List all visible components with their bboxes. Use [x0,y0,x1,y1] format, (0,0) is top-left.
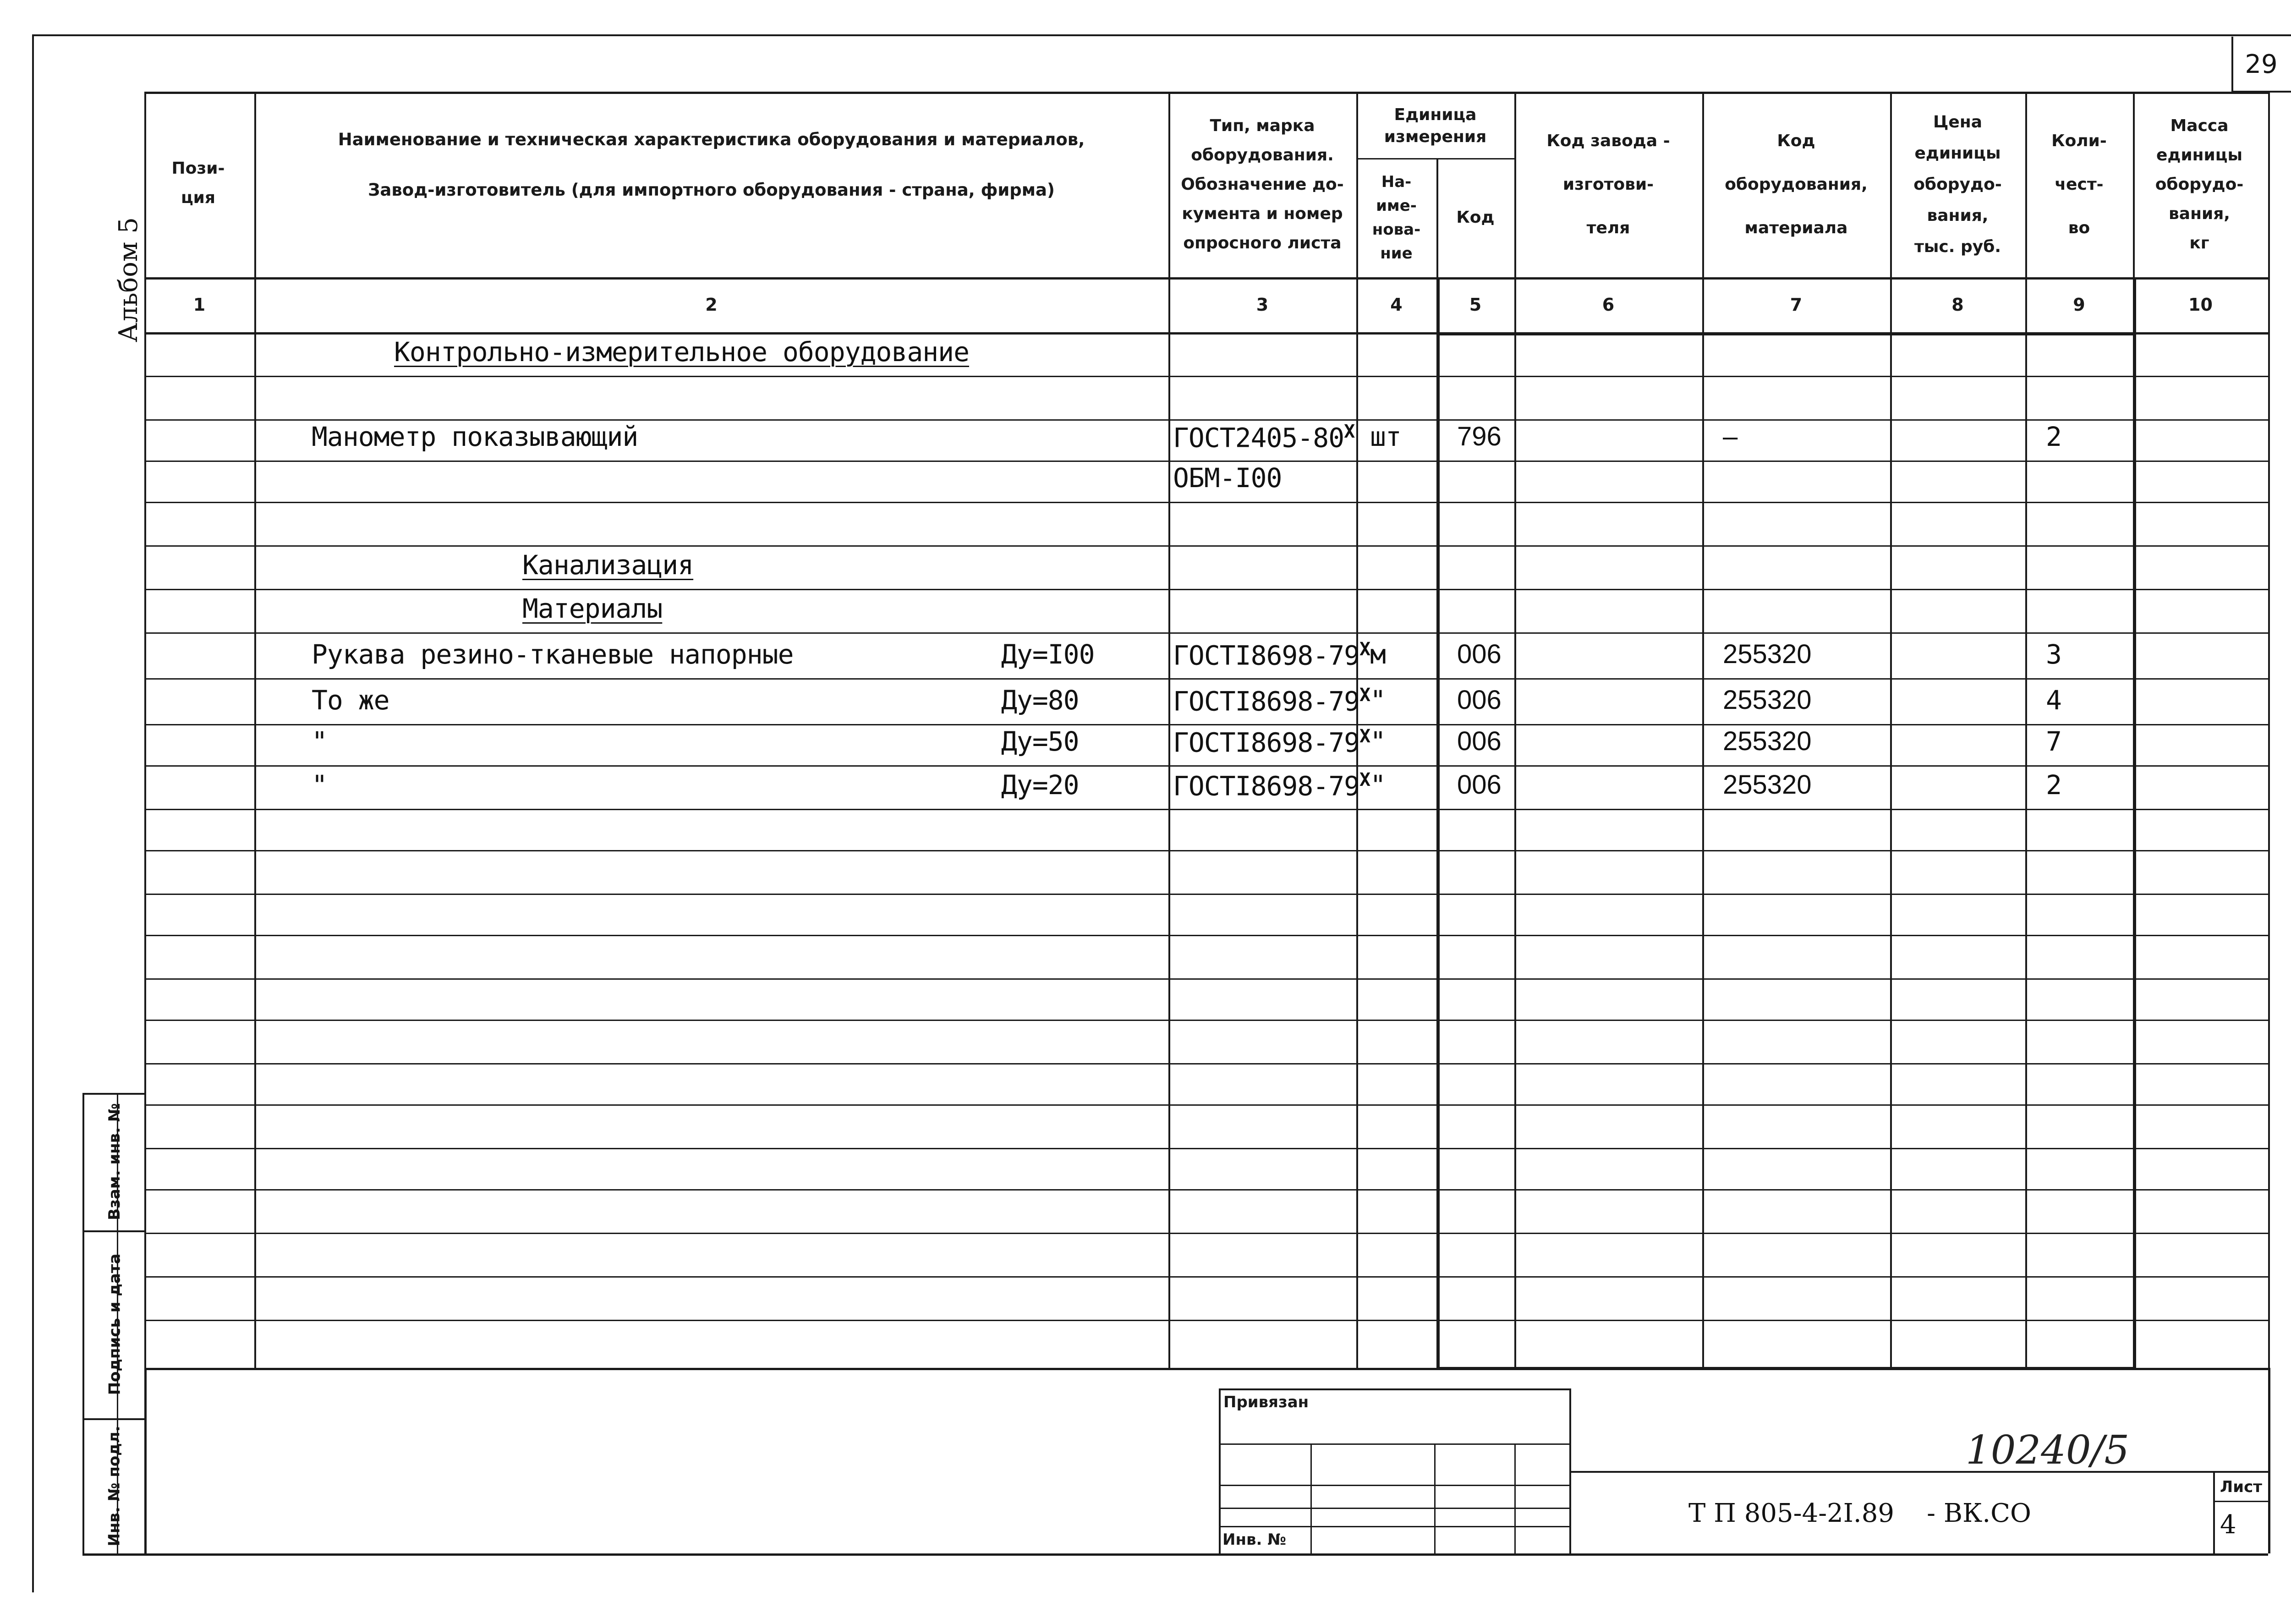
unit-name: шт [1370,421,1401,452]
row-line [144,850,2268,851]
row-line [144,502,2268,503]
equipment-code: – [1723,422,1738,451]
row-line [144,419,2268,421]
superscript-mark: Х [1359,685,1370,706]
row-line [144,545,2268,547]
header-col-3: Тип, марка оборудования. Обозначение до- кумента и номер опросного листа [1181,116,1344,252]
row-line [144,1104,2268,1106]
superscript-mark: Х [1344,421,1355,442]
unit-code: 006 [1457,726,1502,756]
handwritten-number: 10240/5 [1966,1427,2130,1473]
title-block-top [1219,1388,1569,1390]
stamp-vzam-inv: Взам. инв. № [105,1103,124,1220]
title-block-column [1434,1443,1436,1553]
quantity: 4 [2046,685,2061,716]
item-type: ОБМ-I00 [1173,462,1282,494]
item-type: $ГОСТI8698-79^Х$ [1173,639,1370,671]
title-block-row [1219,1443,1569,1445]
item-name: Рукава резино-тканевые напорные [312,639,794,670]
row-line [144,765,2268,767]
row-line [144,978,2268,980]
sheet-number: 4 [2220,1510,2236,1540]
header-col-6: Код завода - изготови- теля [1546,132,1670,237]
row-line [144,632,2268,634]
row-line [144,724,2268,725]
item-name: Манометр показывающий [312,421,638,452]
header-unit-group: Единица измерения [1384,105,1487,146]
item-name: " [312,726,327,757]
section-heading: Контрольно-измерительное оборудование [394,336,970,368]
superscript-mark: Х [1359,769,1370,790]
row-line [144,376,2268,377]
header-col-1: Пози- ция [171,159,225,207]
row-line [144,1320,2268,1321]
unit-group-divider [1356,158,1514,159]
section-heading: Канализация [522,549,694,581]
column-number-8: 8 [1951,295,1964,315]
item-size: Ду=I00 [1001,639,1095,670]
item-name: То же [312,685,389,716]
row-line [144,1020,2268,1021]
row-line [144,1148,2268,1149]
item-size: Ду=50 [1001,726,1079,757]
column-line-bold [2133,277,2136,1368]
page-bottom-border [82,1553,2268,1556]
page-number: 29 [2245,49,2278,79]
row-line [144,935,2268,936]
title-block-row [1219,1526,1569,1527]
data-area-bold-top [1436,332,2133,335]
equipment-code: 255320 [1723,770,1812,800]
sheet-label: Лист [2220,1478,2262,1496]
title-block-row [1219,1485,1569,1486]
title-block-row [1219,1508,1569,1509]
stamp-inv-podl: Инв. № подл. [105,1425,124,1547]
title-privyazan: Привязан [1223,1393,1309,1411]
unit-code: 006 [1457,685,1502,715]
header-col-10: Масса единицы оборудо- вания, кг [2155,116,2244,252]
document-code: Т П 805-4-2I.89 - ВК.СО [1688,1498,2031,1528]
equipment-code: 255320 [1723,726,1812,756]
row-line [144,1063,2268,1064]
row-line [144,1276,2268,1278]
superscript-mark: Х [1359,726,1370,747]
column-number-3: 3 [1256,295,1269,315]
unit-code: 006 [1457,639,1502,669]
outer-border-top [32,34,2291,36]
unit-name: " [1370,685,1386,716]
title-inv-no: Инв. № [1222,1531,1287,1549]
unit-name: " [1370,769,1386,801]
header-col-5: Код [1456,208,1495,227]
unit-name: " [1370,726,1386,757]
unit-code: 796 [1457,422,1502,451]
data-area-bold-bottom [1436,1367,2133,1370]
title-block-column [1310,1443,1312,1553]
quantity: 7 [2046,726,2061,757]
row-line [144,589,2268,590]
column-number-10: 10 [2188,295,2213,315]
row-line [144,1189,2268,1191]
album-label: Альбом 5 [113,217,143,342]
section-heading: Материалы [522,593,663,624]
equipment-code: 255320 [1723,639,1812,669]
item-type: $ГОСТI8698-79^Х$ [1173,769,1370,802]
row-line [144,894,2268,895]
quantity: 2 [2046,769,2061,801]
stamp-podpis-data: Подпись и дата [105,1253,124,1395]
unit-code: 006 [1457,770,1502,800]
item-name: " [312,769,327,801]
header-col-4: На- име- нова- ние [1372,173,1421,263]
title-block-divider [1569,1471,2268,1473]
quantity: 2 [2046,421,2061,452]
column-number-4: 4 [1390,295,1403,315]
equipment-code: 255320 [1723,685,1812,715]
page-number-box-left [2231,37,2233,92]
column-number-6: 6 [1602,295,1615,315]
column-line-bold [1436,277,1440,1368]
column-number-9: 9 [2073,295,2085,315]
column-number-5: 5 [1469,295,1482,315]
row-line [144,809,2268,810]
column-line [2268,92,2270,1368]
column-number-2: 2 [705,295,718,315]
header-col-2: Наименование и техническая характеристика оборудования и материалов, Завод-изготовитель (для импортного оборудования - страна, фирма) [338,130,1085,200]
superscript-mark: Х [1359,639,1370,660]
item-size: Ду=80 [1001,685,1079,716]
item-type: $ГОСТ2405-80^Х$ [1173,421,1355,454]
title-block-column [1514,1443,1516,1553]
column-number-7: 7 [1790,295,1803,315]
row-line [144,678,2268,680]
outer-border-left [32,34,34,1592]
item-type: $ГОСТI8698-79^Х$ [1173,726,1370,758]
title-block-left [1219,1388,1221,1553]
item-type: $ГОСТI8698-79^Х$ [1173,685,1370,717]
sheet-box-left [2213,1471,2215,1553]
sheet-box-divider [2213,1501,2268,1502]
unit-name: м [1370,639,1386,670]
header-col-9: Коли- чест- во [2051,132,2107,237]
item-size: Ду=20 [1001,769,1079,801]
header-col-8: Цена единицы оборудо- вания, тыс. руб. [1913,112,2002,256]
quantity: 3 [2046,639,2061,670]
row-line [144,1233,2268,1234]
header-col-7: Код оборудования, материала [1725,132,1868,237]
row-line [144,461,2268,462]
column-number-1: 1 [193,295,206,315]
lower-frame-right [2268,1368,2270,1553]
